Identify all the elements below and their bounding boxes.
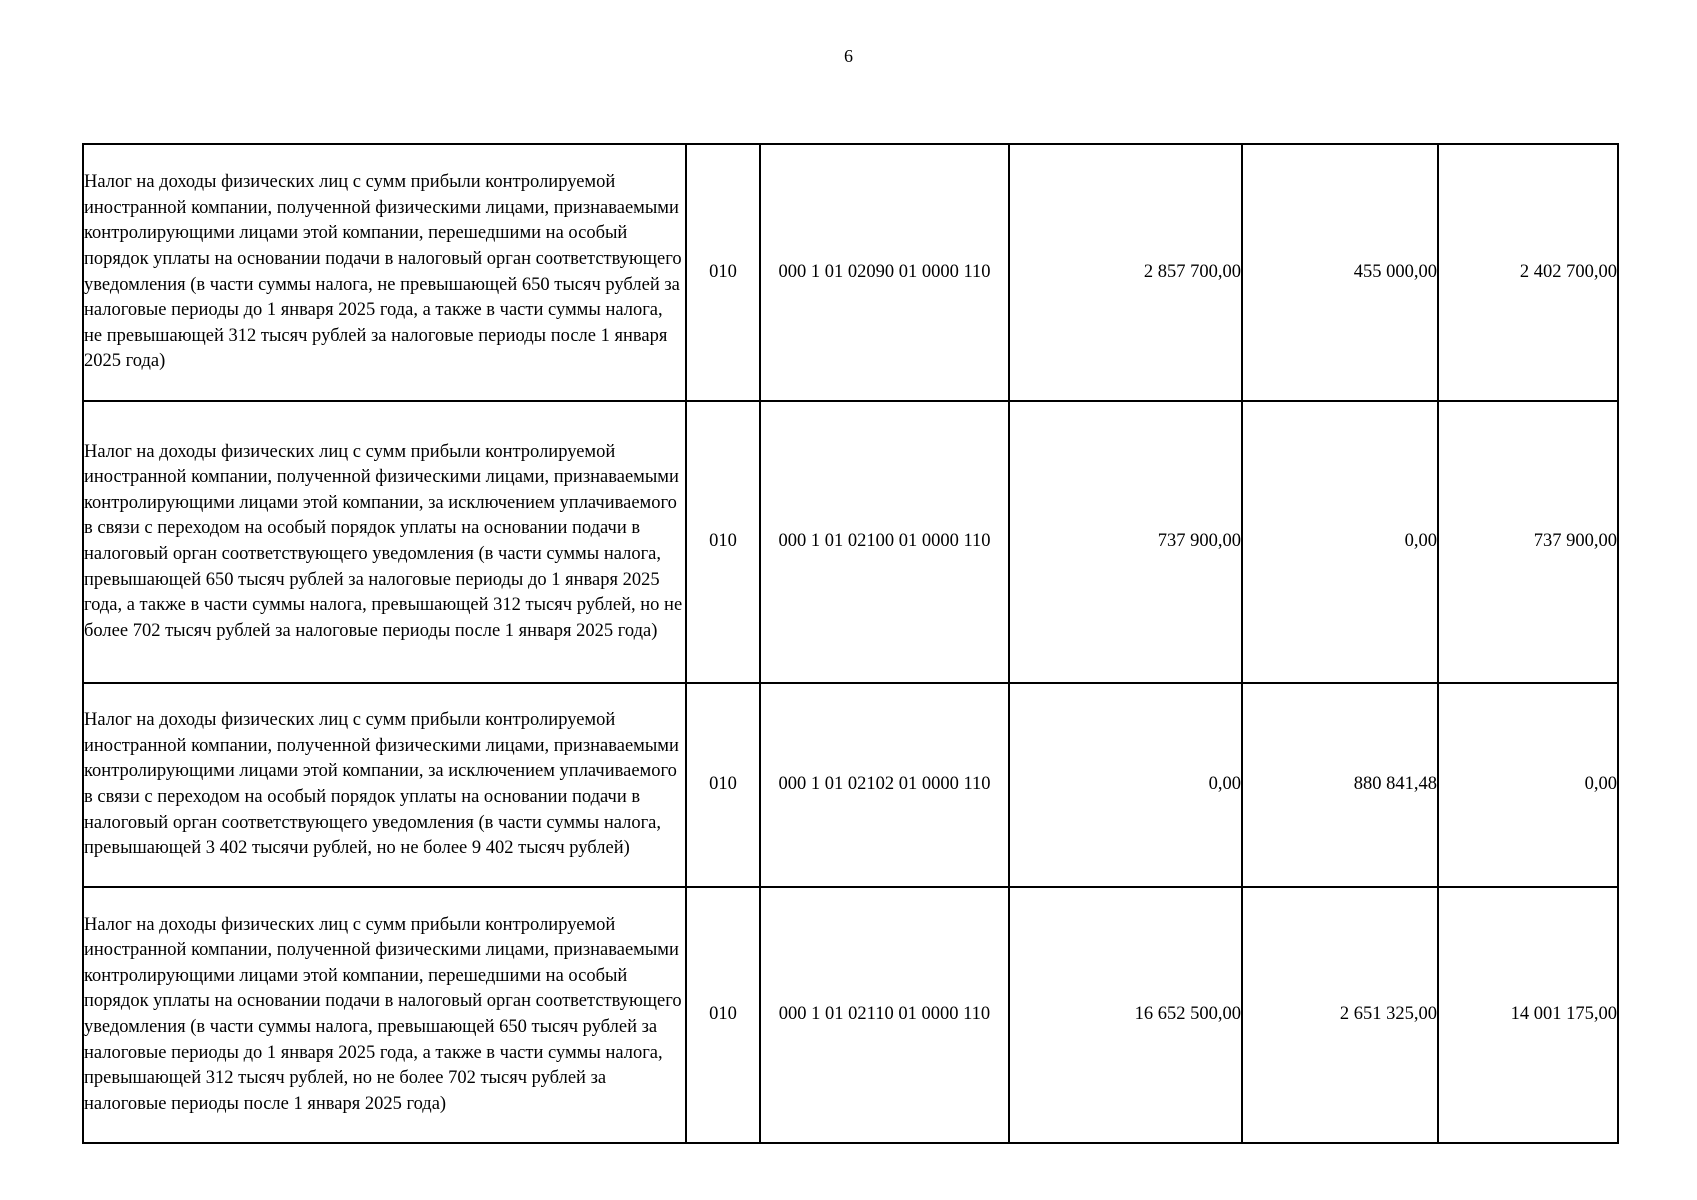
row-kbk-code: 000 1 01 02110 01 0000 110 — [760, 887, 1009, 1143]
table-row — [83, 683, 1618, 887]
row-line-code: 010 — [686, 683, 760, 887]
row-value-2: 455 000,00 — [1242, 144, 1438, 401]
row-line-code: 010 — [686, 144, 760, 401]
row-name: Налог на доходы физических лиц с сумм прибыли контролируемой иностранной компании, полученной физическими лицами, признаваемыми контролирующими лицами этой компании, за исключением уплачиваемого в связи с переходом на особый порядок уплаты на основании подачи в налоговый орган соответствующего уведомления (в части суммы налога, превышающей 650 тысяч рублей за налоговые периоды до 1 января 2025 года, а также в части суммы налога, превышающей 312 тысяч рублей, но не более 702 тысяч рублей за налоговые периоды после 1 января 2025 года) — [83, 401, 686, 683]
row-value-2: 880 841,48 — [1242, 683, 1438, 887]
row-value-1: 0,00 — [1009, 683, 1242, 887]
table-row — [83, 401, 1618, 683]
row-kbk-code: 000 1 01 02100 01 0000 110 — [760, 401, 1009, 683]
row-value-2: 0,00 — [1242, 401, 1438, 683]
page-number: 6 — [844, 46, 853, 66]
row-kbk-code: 000 1 01 02102 01 0000 110 — [760, 683, 1009, 887]
row-value-1: 16 652 500,00 — [1009, 887, 1242, 1143]
row-value-1: 2 857 700,00 — [1009, 144, 1242, 401]
row-value-2: 2 651 325,00 — [1242, 887, 1438, 1143]
row-line-code: 010 — [686, 401, 760, 683]
row-value-1: 737 900,00 — [1009, 401, 1242, 683]
row-name: Налог на доходы физических лиц с сумм прибыли контролируемой иностранной компании, полученной физическими лицами, признаваемыми контролирующими лицами этой компании, перешедшими на особый порядок уплаты на основании подачи в налоговый орган соответствующего уведомления (в части суммы налога, превышающей 650 тысяч рублей за налоговые периоды до 1 января 2025 года, а также в части суммы налога, превышающей 312 тысяч рублей, но не более 702 тысяч рублей за налоговые периоды после 1 января 2025 года) — [83, 887, 686, 1143]
row-kbk-code: 000 1 01 02090 01 0000 110 — [760, 144, 1009, 401]
table-row — [83, 144, 1618, 401]
row-line-code: 010 — [686, 887, 760, 1143]
row-name: Налог на доходы физических лиц с сумм прибыли контролируемой иностранной компании, полученной физическими лицами, признаваемыми контролирующими лицами этой компании, перешедшими на особый порядок уплаты на основании подачи в налоговый орган соответствующего уведомления (в части суммы налога, не превышающей 650 тысяч рублей за налоговые периоды до 1 января 2025 года, а также в части суммы налога, не превышающей 312 тысяч рублей за налоговые периоды после 1 января 2025 года) — [83, 144, 686, 401]
row-value-3: 737 900,00 — [1438, 401, 1618, 683]
row-name: Налог на доходы физических лиц с сумм прибыли контролируемой иностранной компании, полученной физическими лицами, признаваемыми контролирующими лицами этой компании, за исключением уплачиваемого в связи с переходом на особый порядок уплаты на основании подачи в налоговый орган соответствующего уведомления (в части суммы налога, превышающей 3 402 тысячи рублей, но не более 9 402 тысяч рублей) — [83, 683, 686, 887]
row-value-3: 0,00 — [1438, 683, 1618, 887]
row-value-3: 2 402 700,00 — [1438, 144, 1618, 401]
row-value-3: 14 001 175,00 — [1438, 887, 1618, 1143]
budget-table — [82, 143, 1619, 1144]
table-row — [83, 887, 1618, 1143]
